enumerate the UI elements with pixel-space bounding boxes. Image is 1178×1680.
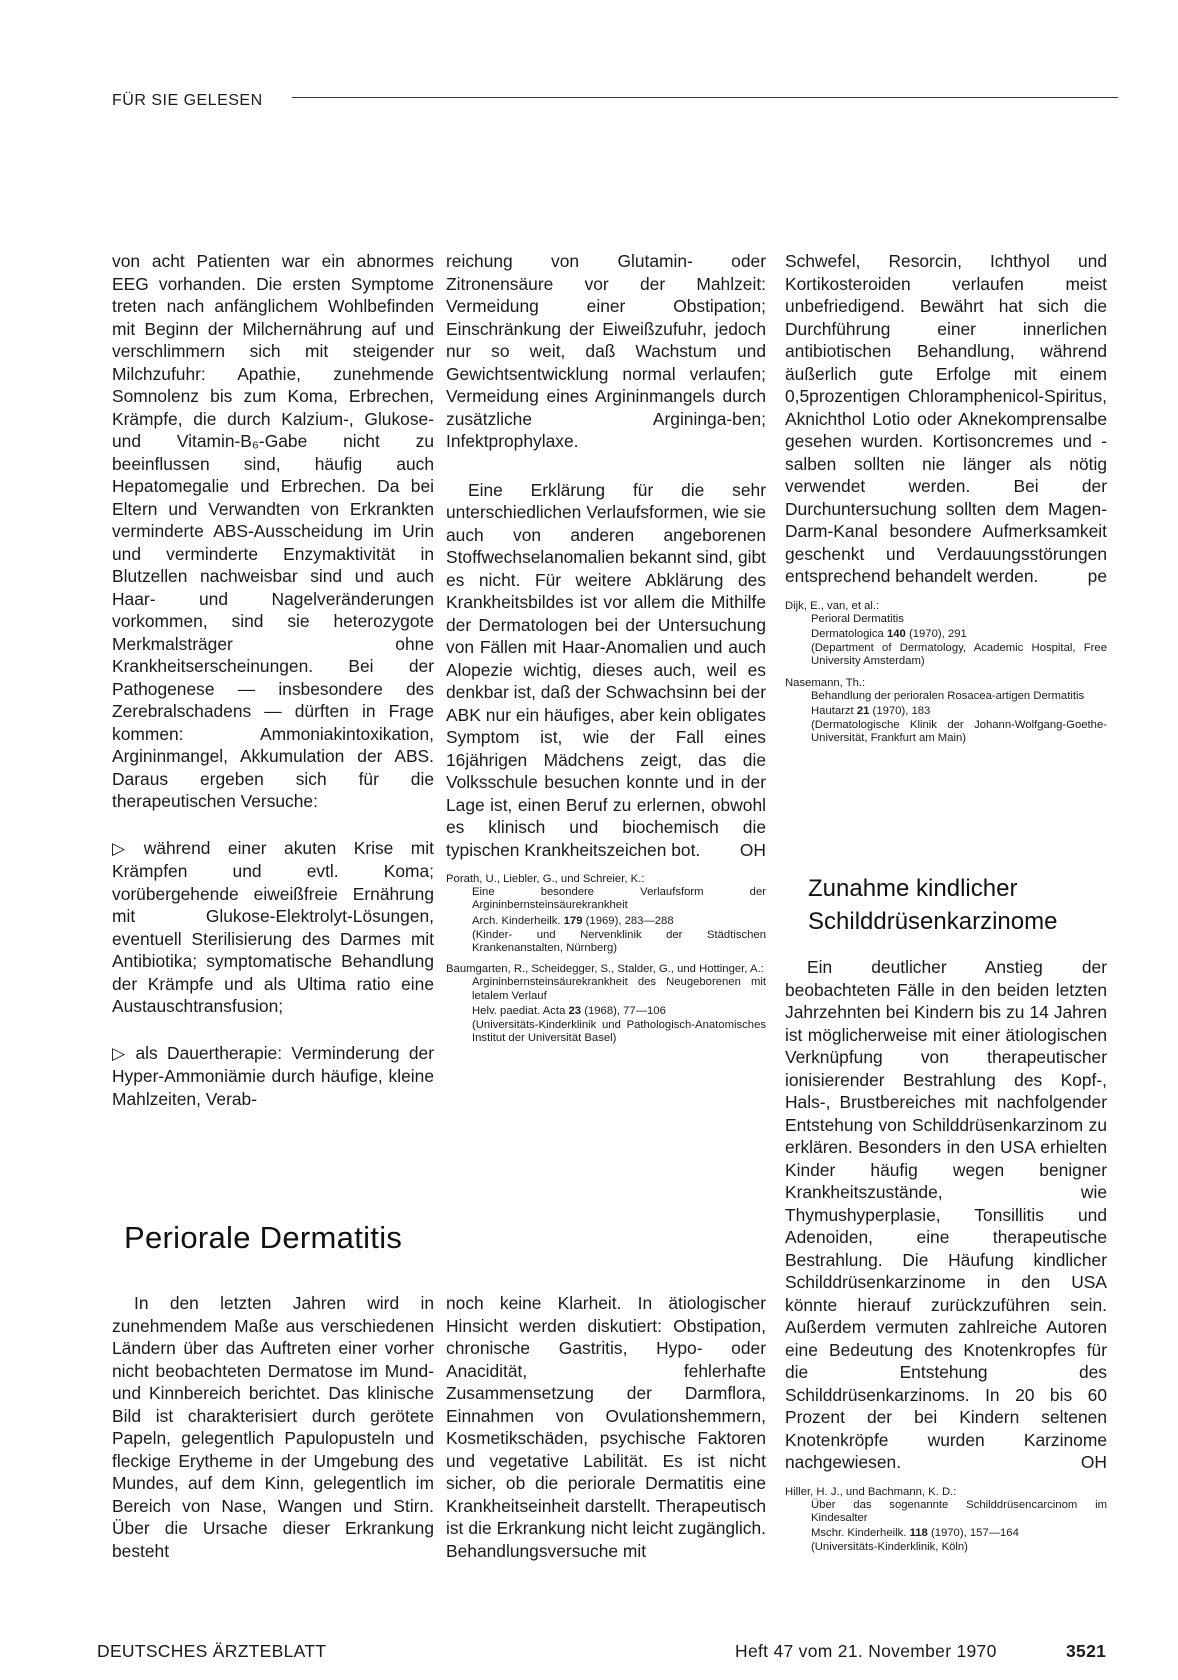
- author-signature: pe: [1087, 566, 1107, 586]
- reference-entry: [785, 1486, 1107, 1555]
- journal-volume: 179: [563, 914, 583, 927]
- article-title-schilddruesen: Zunahme kindlicher Schilddrüsenkarzinome: [808, 875, 1058, 935]
- journal-volume: 21: [856, 704, 870, 717]
- reference-entry: [446, 963, 766, 1045]
- reference-journal: [446, 1005, 766, 1018]
- bullet-text: während einer akuten Krise mit Krämpfen und evtl. Koma; vorübergehende eiweißfreie Ernährung mit Glukose-Elektrolyt-Lösungen, eventuell Sterilisierung des Darmes mit Antibiotika; symptomatische Behandlung der Krämpfe und als Ultima ratio eine Austauschtransfusion;: [112, 837, 434, 1016]
- reference-journal: [785, 1527, 1107, 1540]
- reference-institution: (Universitäts-Kinderklinik und Pathologisch-Anatomisches Institut der Universität Basel): [472, 1019, 766, 1045]
- reference-authors: Porath, U., Liebler, G., und Schreier, K.:: [446, 873, 645, 885]
- footer-issue: Heft 47 vom 21. November 1970: [735, 1641, 997, 1661]
- reference-institution: (Universitäts-Kinderklinik, Köln): [811, 1541, 968, 1554]
- column-2-top: [446, 250, 766, 1053]
- reference-title: Perioral Dermatitis: [811, 612, 904, 625]
- journal-citation: (1970), 157—164: [927, 1527, 1019, 1540]
- reference-authors: Baumgarten, R., Scheidegger, S., Stalder, G., und Hottinger, A.:: [446, 963, 764, 976]
- journal-name: Hautarzt: [811, 704, 857, 717]
- column-3-bottom: [785, 956, 1107, 1563]
- reference-journal: [785, 705, 1107, 718]
- journal-volume: 23: [568, 1004, 582, 1017]
- paragraph: Schwefel, Resorcin, Ichthyol und Kortikosteroiden verlaufen meist unbefriedigend. Bewährt hat sich die Durchführung einer innerlichen antibiotischen Behandlung, während äußerlich gute Erfolge mit einem 0,5prozentigen Chloramphenicol-Spiritus, Aknichthol Lotio oder Aknekomprensalbe gesehen wurden. Kortisoncremes und -salben sollten nie länger als nötig verwendet werden. Bei der Durchuntersuchung sollten dem Magen-Darm-Kanal besondere Aufmerksamkeit geschenkt und Verdauungsstörungen entsprechend behandelt werden. pe: [785, 251, 1107, 586]
- column-1-top: [112, 250, 434, 1110]
- paragraph: Eine Erklärung für die sehr unterschiedlichen Verlaufsformen, wie sie auch von anderen angeborenen Stoffwechselanomalien bekannt sind, gibt es nicht. Für weitere Abklärung des Krankheitsbildes ist vor allem die Mithilfe der Dermatologen bei der Untersuchung von Fällen mit Haar-Anomalien und auch Alopezie wichtig, dieses auch, weil es denkbar ist, daß der Schwachsinn bei der ABK nur ein häufiges, aber kein obligates Symptom ist, wie der Fall eines 16jährigen Mädchens zeigt, das die Volksschule besuchen konnte und in der Lage ist, einen Beruf zu erlernen, obwohl es klinisch und biochemisch die typischen Krankheitszeichen bot. OH: [446, 479, 766, 860]
- journal-name: Arch. Kinderheilk.: [472, 914, 564, 927]
- reference-institution: (Department of Dermatology, Academic Hospital, Free University Amsterdam): [811, 642, 1107, 668]
- footer-journal: DEUTSCHES ÄRZTEBLATT: [97, 1641, 327, 1661]
- paragraph: von acht Patienten war ein abnormes EEG vorhanden. Die ersten Symptome treten nach anfänglichem Wohlbefinden mit Beginn der Milchernährung auf und verschlimmern sich mit steigender Milchzufuhr: Apathie, zunehmende Somnolenz bis zum Koma, Erbrechen, Krämpfe, die durch Kalzium-, Glukose- und Vitamin-B₆-Gabe nicht zu beeinflussen sind, häufig auch Hepatomegalie und Erbrechen. Da bei Eltern und Verwandten von Erkrankten verminderte ABS-Ausscheidung im Urin und verminderte Enzymaktivität in Blutzellen nachweisbar sind und auch Haar- und Nagelveränderungen vorkommen, sind sie heterozygote Merkmalsträger ohne Krankheitserscheinungen. Bei der Pathogenese — insbesondere des Zerebralschadens — dürften in Frage kommen: Ammoniakintoxikation, Argininmangel, Akkumulation der ABS. Daraus ergeben sich für die therapeutischen Versuche:: [112, 251, 434, 811]
- bullet-item: [112, 837, 434, 1018]
- column-3-top: [785, 250, 1107, 754]
- journal-citation: (1969), 283—288: [582, 914, 674, 927]
- reference-title: Eine besondere Verlaufsform der Argininbernsteinsäurekrankheit: [472, 886, 766, 912]
- header-rule: [292, 97, 1118, 98]
- journal-name: Dermatologica: [811, 627, 887, 640]
- journal-volume: 140: [886, 627, 906, 640]
- journal-citation: (1970), 291: [905, 627, 967, 640]
- reference-entry: [446, 873, 766, 955]
- section-header: FÜR SIE GELESEN: [112, 92, 263, 109]
- author-signature: OH: [1080, 1452, 1107, 1472]
- article-title-perioral: Periorale Dermatitis: [124, 1220, 403, 1255]
- reference-entry: [785, 677, 1107, 746]
- reference-journal: [785, 628, 1107, 641]
- reference-journal: [446, 915, 766, 928]
- bullet-text: als Dauertherapie: Verminderung der Hyper-Ammoniämie durch häufige, kleine Mahlzeiten, Verab-: [112, 1042, 434, 1109]
- reference-authors: Hiller, H. J., und Bachmann, K. D.:: [785, 1485, 957, 1498]
- page-number: 3521: [1066, 1641, 1107, 1661]
- reference-institution: (Dermatologische Klinik der Johann-Wolfgang-Goethe-Universität, Frankfurt am Main): [811, 719, 1107, 745]
- reference-institution: (Kinder- und Nervenklinik der Städtischen Krankenanstalten, Nürnberg): [472, 928, 766, 955]
- reference-title: Über das sogenannte Schilddrüsencarcinom im Kindesalter: [811, 1498, 1107, 1524]
- references: [785, 1486, 1107, 1555]
- reference-entry: [785, 600, 1107, 669]
- reference-authors: Nasemann, Th.:: [785, 676, 866, 689]
- reference-title: Behandlung der perioralen Rosacea-artigen Dermatitis: [811, 689, 1085, 702]
- column-1-bottom: [112, 1292, 434, 1562]
- journal-name: Mschr. Kinderheilk.: [811, 1527, 910, 1540]
- bullet-item: [112, 1042, 434, 1111]
- triangle-bullet-icon: ▷: [112, 838, 138, 858]
- paragraph: In den letzten Jahren wird in zunehmendem Maße aus verschiedenen Ländern über das Auftreten einer vorher nicht beobachteten Dermatose im Mund- und Kinnbereich berichtet. Das klinische Bild ist charakterisiert durch gerötete Papeln, gelegentlich Papulopusteln und fleckige Erytheme in der Umgebung des Mundes, auf dem Kinn, gelegentlich im Bereich von Nase, Wangen und Stirn. Über die Ursache dieser Erkrankung besteht: [112, 1293, 434, 1561]
- reference-authors: Dijk, E., van, et al.:: [785, 599, 880, 612]
- references: [785, 600, 1107, 746]
- column-2-bottom: [446, 1292, 766, 1562]
- paragraph: noch keine Klarheit. In ätiologischer Hinsicht werden diskutiert: Obstipation, chronische Gastritis, Hypo- oder Anacidität, fehlerhafte Zusammensetzung der Darmflora, Einnahmen von Ovulationshemmern, Kosmetikschäden, psychische Faktoren und vegetative Labilität. Es ist nicht sicher, ob die periorale Dermatitis eine Krankheitseinheit darstellt. Therapeutisch ist die Erkrankung nicht leicht zugänglich. Behandlungsversuche mit: [446, 1293, 766, 1561]
- references: [446, 873, 766, 1045]
- journal-name: Helv. paediat. Acta: [472, 1004, 569, 1017]
- journal-citation: (1970), 183: [869, 704, 931, 717]
- journal-volume: 118: [909, 1527, 928, 1540]
- author-signature: OH: [739, 839, 766, 860]
- paragraph: Ein deutlicher Anstieg der beobachteten Fälle in den beiden letzten Jahrzehnten bei Kindern bis zu 14 Jahren ist möglicherweise mit einer ätiologischen Verknüpfung von therapeutischer ionisierender Bestrahlung des Kopf-, Hals-, Brustbereiches mit nachfolgender Entstehung von Schilddrüsenkarzinom zu erklären. Besonders in den USA erhielten Kinder häufig wegen benigner Krankheitszustände, wie Thymushyperplasie, Tonsillitis und Adenoiden, eine therapeutische Bestrahlung. Die Häufung kindlicher Schilddrüsenkarzinome in den USA könnte hierauf zurückzuführen sein. Außerdem vermuten zahlreiche Autoren eine Bedeutung des Knotenkropfes für die Entstehung des Schilddrüsenkarzinoms. In 20 bis 60 Prozent der bei Kindern seltenen Knotenkröpfe wurden Karzinome nachgewiesen. OH: [785, 957, 1107, 1472]
- journal-citation: (1968), 77—106: [581, 1004, 666, 1017]
- triangle-bullet-icon: ▷: [112, 1043, 130, 1063]
- paragraph: reichung von Glutamin- oder Zitronensäure vor der Mahlzeit: Vermeidung einer Obstipation; Einschränkung der Eiweißzufuhr, jedoch nur so weit, daß Wachstum und Gewichtsentwicklung normal verlaufen; Vermeidung eines Argininmangels durch zusätzliche Argininga-ben; Infektprophylaxe.: [446, 251, 766, 451]
- reference-title: Argininbernsteinsäurekrankheit des Neugeborenen mit letalem Verlauf: [472, 976, 766, 1002]
